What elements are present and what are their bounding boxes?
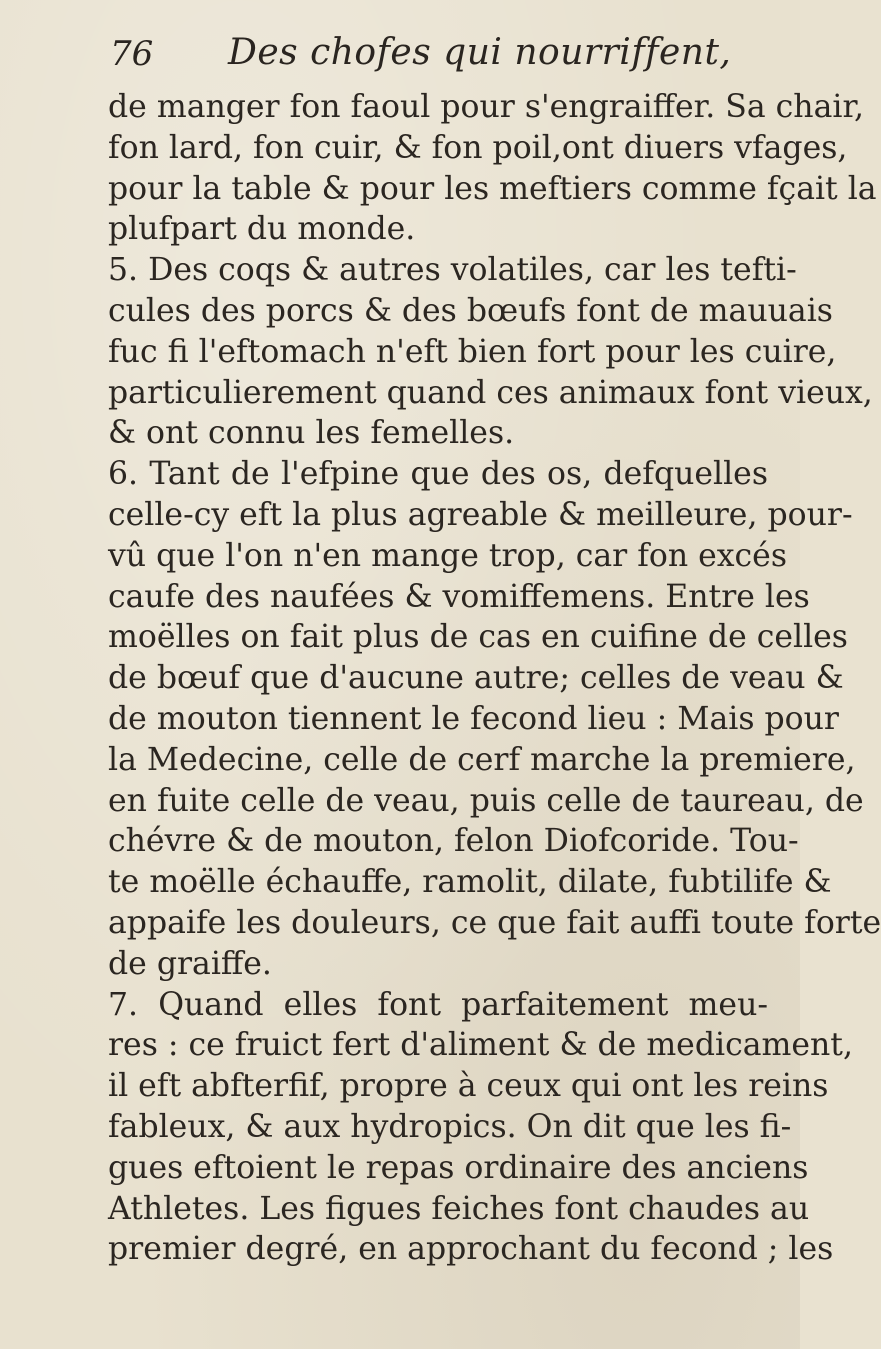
text-line: appaife les douleurs, ce que fait auffi toute forte: [108, 904, 881, 941]
text-line: chévre & de mouton, felon Diofcoride. Tou-: [108, 823, 799, 860]
text-line: caufe des naufées & vomiffemens. Entre les: [108, 578, 810, 615]
text-line: plufpart du monde.: [108, 211, 416, 248]
text-line: premier degré, en approchant du fecond ; les: [108, 1231, 834, 1268]
text-line: 6. Tant de l'efpine que des os, defquelles: [108, 456, 768, 493]
text-line: fon lard, fon cuir, & fon poil,ont diuers vfages,: [108, 129, 848, 166]
text-line: cules des porcs & des bœufs font de mauuais: [108, 292, 833, 329]
body-text: [108, 87, 881, 1270]
text-line: de bœuf que d'aucune autre; celles de veau &: [108, 660, 844, 697]
text-line: celle-cy eft la plus agreable & meilleure, pour-: [108, 496, 853, 533]
text-line: il eft abfterfif, propre à ceux qui ont les reins: [108, 1068, 829, 1105]
text-line: de manger fon faoul pour s'engraiffer. Sa chair,: [108, 89, 865, 125]
text-line: res : ce fruict fert d'aliment & de medicament,: [108, 1027, 853, 1064]
text-line: & ont connu les femelles.: [108, 415, 515, 452]
text-line: particulierement quand ces animaux font vieux,: [108, 374, 873, 411]
text-line: pour la table & pour les meftiers comme fçait la: [108, 170, 877, 207]
text-line: moëlles on fait plus de cas en cuifine de celles: [108, 619, 848, 656]
text-line: 7. Quand elles font parfaitement meu-: [108, 986, 768, 1023]
text-line: gues eftoient le repas ordinaire des anciens: [108, 1149, 809, 1186]
text-line: de graiffe.: [108, 945, 272, 982]
text-line: fuc fi l'eftomach n'eft bien fort pour les cuire,: [108, 333, 837, 370]
text-line: de mouton tiennent le fecond lieu : Mais pour: [108, 700, 839, 737]
text-line: fableux, & aux hydropics. On dit que les fi-: [108, 1108, 792, 1145]
page-number: 76: [110, 34, 154, 74]
text-line: la Medecine, celle de cerf marche la premiere,: [108, 741, 856, 778]
text-line: 5. Des coqs & autres volatiles, car les tefti-: [108, 252, 797, 289]
text-line: Athletes. Les figues feiches font chaudes au: [108, 1190, 810, 1227]
text-line: te moëlle échauffe, ramolit, dilate, fubtilife &: [108, 864, 832, 901]
text-line: vû que l'on n'en mange trop, car fon excés: [108, 537, 787, 574]
page-header: [110, 32, 732, 80]
text-line: en fuite celle de veau, puis celle de taureau, de: [108, 782, 864, 819]
running-title: Des chofes qui nourriffent,: [228, 32, 732, 73]
